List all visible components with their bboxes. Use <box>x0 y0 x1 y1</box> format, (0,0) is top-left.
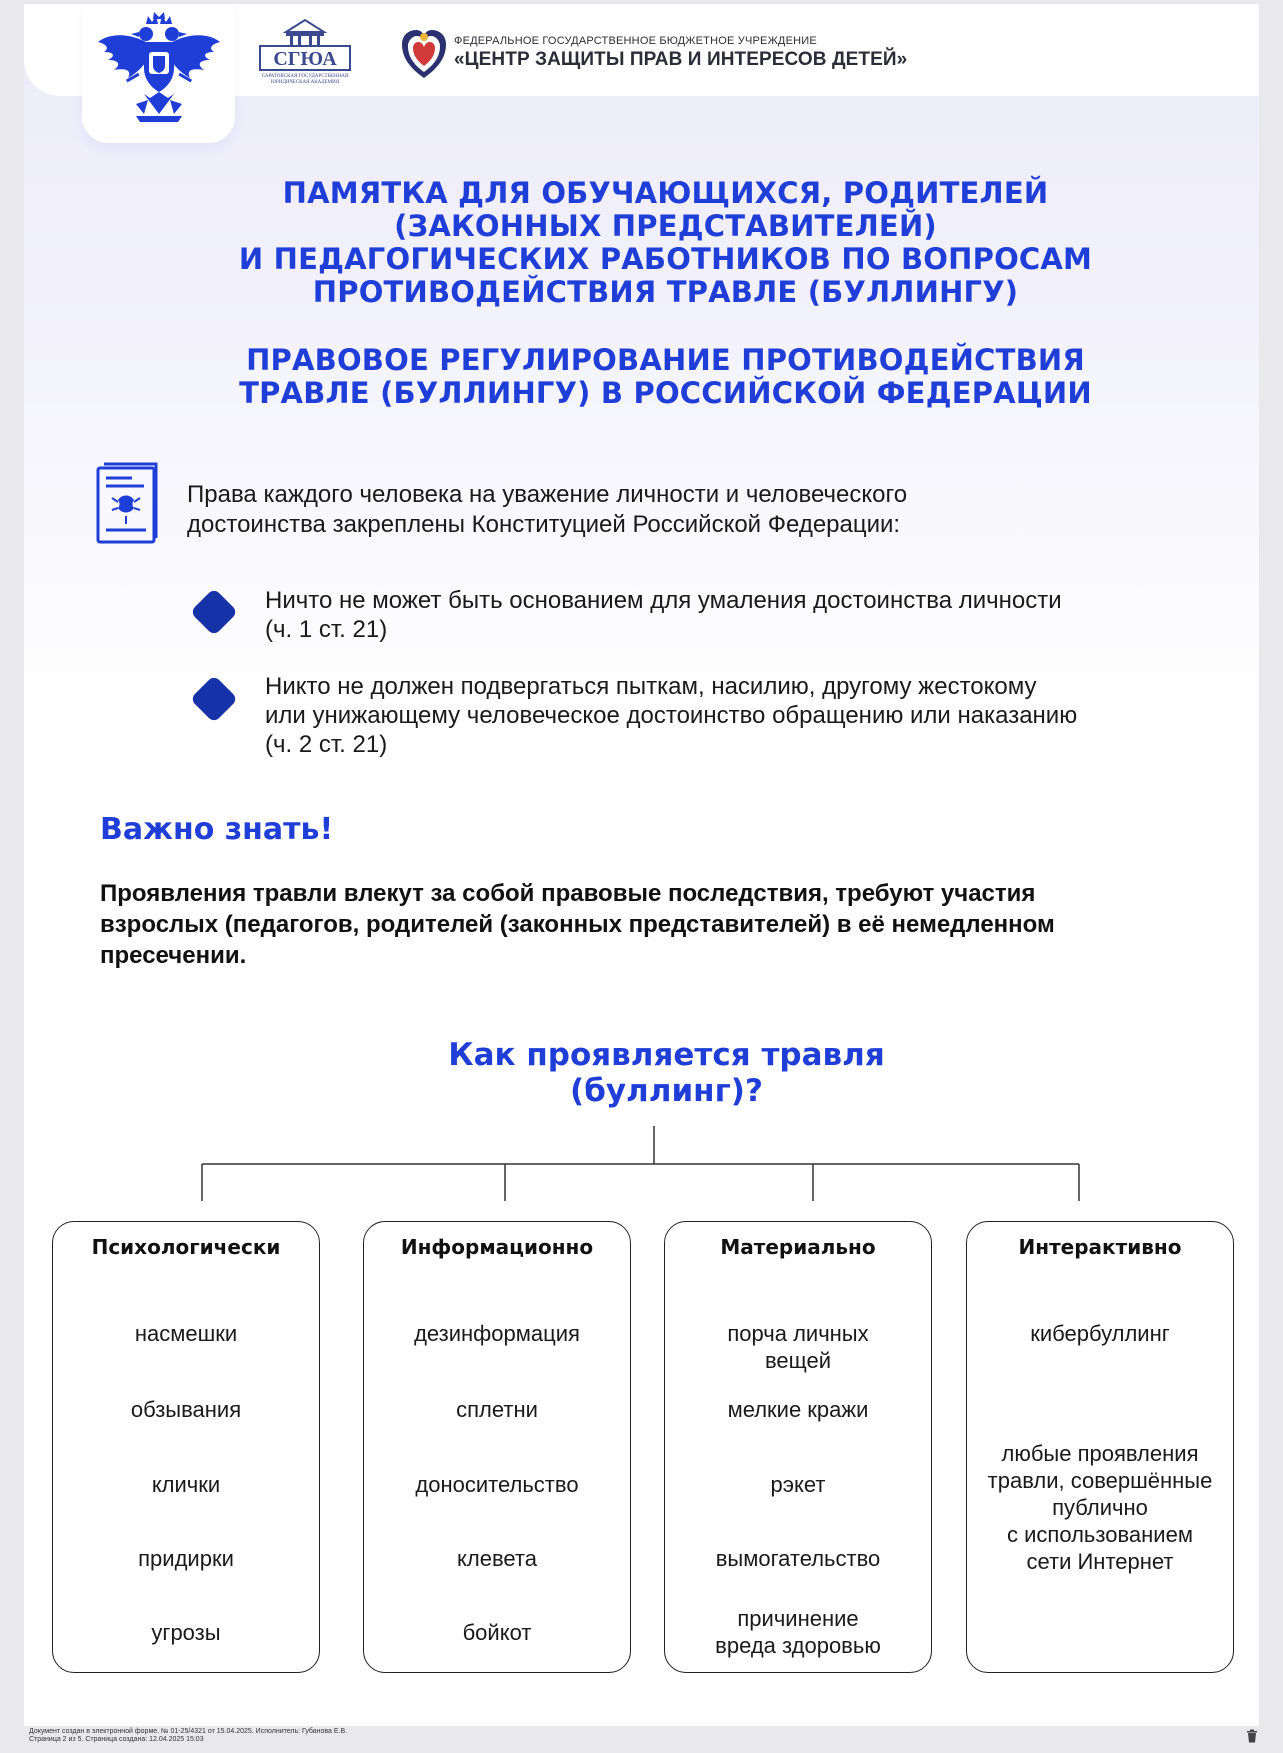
intro-line: достоинства закреплены Конституцией Российской Федерации: <box>187 511 901 538</box>
category-item: любые проявления травли, совершённые публично с использованием сети Интернет <box>987 1441 1213 1574</box>
category-card-informational <box>363 1221 631 1673</box>
category-item: рэкет <box>770 1472 826 1497</box>
intro-line: Права каждого человека на уважение личности и человеческого <box>187 481 908 508</box>
bullying-forms-heading-line: Как проявляется травля <box>448 1037 885 1073</box>
section-title-line: ТРАВЛЕ (БУЛЛИНГУ) В РОССИЙСКОЙ ФЕДЕРАЦИИ <box>239 376 1092 410</box>
category-item: придирки <box>138 1546 234 1571</box>
bullying-forms-heading <box>324 1037 1009 1109</box>
main-title-line: (ЗАКОННЫХ ПРЕДСТАВИТЕЛЕЙ) <box>394 209 937 243</box>
category-item: насмешки <box>134 1321 238 1346</box>
main-title-line: ПРОТИВОДЕЙСТВИЯ ТРАВЛЕ (БУЛЛИНГУ) <box>312 275 1019 309</box>
category-item: порча личных вещей <box>727 1321 869 1373</box>
category-title: Материально <box>720 1235 876 1259</box>
section-title <box>84 344 1247 410</box>
important-line: пресечении. <box>100 942 247 969</box>
category-title: Интерактивно <box>1018 1235 1182 1259</box>
category-item: вымогательство <box>715 1546 881 1571</box>
diamond-bullet-icon <box>190 675 238 723</box>
section-title-line: ПРАВОВОЕ РЕГУЛИРОВАНИЕ ПРОТИВОДЕЙСТВИЯ <box>246 343 1085 377</box>
bullying-forms-heading-line: (буллинг)? <box>570 1073 763 1109</box>
category-item: сплетни <box>456 1397 538 1422</box>
footer-line: Страница 2 из 5. Страница создана: 12.04.2025 15:03 <box>29 1736 204 1743</box>
category-card-material <box>664 1221 932 1673</box>
trash-icon[interactable] <box>1246 1729 1258 1743</box>
document-footer <box>29 1728 347 1744</box>
category-item: клички <box>151 1472 221 1497</box>
state-emblem-icon <box>96 12 222 130</box>
main-title <box>84 177 1247 309</box>
document-page <box>24 4 1259 1726</box>
sgua-logo <box>250 18 360 90</box>
category-card-interactive <box>966 1221 1234 1673</box>
important-line: взрослых (педагогов, родителей (законных представителей) в её немедленном <box>100 911 1055 938</box>
category-card-psychological <box>52 1221 320 1673</box>
important-heading: Важно знать! <box>100 812 334 847</box>
category-title: Информационно <box>400 1235 594 1259</box>
category-item: угрозы <box>151 1620 221 1645</box>
footer-line: Документ создан в электронной форме. № 01-25/4321 от 15.04.2025. Исполнитель: Губанова Е.В. <box>29 1728 348 1735</box>
sgua-label: СГЮА <box>273 48 337 70</box>
sgua-seal-lettering: САРАТОВСКАЯ ГОСУДАРСТВЕННАЯ ЮРИДИЧЕСКАЯ АКАДЕМИЯ <box>261 74 349 85</box>
category-item: мелкие кражи <box>727 1397 869 1422</box>
constitution-document-icon <box>96 462 160 546</box>
bullet-item <box>265 586 1215 644</box>
main-title-line: ПАМЯТКА ДЛЯ ОБУЧАЮЩИХСЯ, РОДИТЕЛЕЙ <box>282 176 1049 210</box>
bullet-line: (ч. 2 ст. 21) <box>265 731 388 758</box>
constitution-intro <box>187 480 1087 540</box>
important-line: Проявления травли влекут за собой правовые последствия, требуют участия <box>100 880 1036 907</box>
category-item: причинение вреда здоровью <box>715 1606 881 1658</box>
main-title-line: И ПЕДАГОГИЧЕСКИХ РАБОТНИКОВ ПО ВОПРОСАМ <box>238 242 1093 276</box>
category-item: обзывания <box>130 1397 242 1422</box>
bullet-line: Никто не должен подвергаться пыткам, насилию, другому жестокому <box>265 673 1037 700</box>
org-name: «ЦЕНТР ЗАЩИТЫ ПРАВ И ИНТЕРЕСОВ ДЕТЕЙ» <box>454 49 908 70</box>
category-title: Психологически <box>91 1235 281 1259</box>
category-item: кибербуллинг <box>1030 1321 1170 1346</box>
important-text <box>100 878 1180 971</box>
bullet-item <box>265 672 1215 759</box>
category-item: бойкот <box>462 1620 532 1645</box>
diamond-bullet-icon <box>190 588 238 636</box>
category-item: клевета <box>457 1546 537 1571</box>
bullet-line: Ничто не может быть основанием для умаления достоинства личности <box>265 587 1062 614</box>
org-type: ФЕДЕРАЛЬНОЕ ГОСУДАРСТВЕННОЕ БЮДЖЕТНОЕ УЧРЕЖДЕНИЕ <box>454 35 817 47</box>
bullet-line: или унижающему человеческое достоинство обращению или наказанию <box>265 702 1078 729</box>
bullet-line: (ч. 1 ст. 21) <box>265 616 388 643</box>
child-rights-center-logo-icon <box>400 28 448 80</box>
connector-tree <box>24 1124 1259 1204</box>
category-item: дезинформация <box>414 1321 580 1346</box>
category-item: доносительство <box>415 1472 579 1497</box>
